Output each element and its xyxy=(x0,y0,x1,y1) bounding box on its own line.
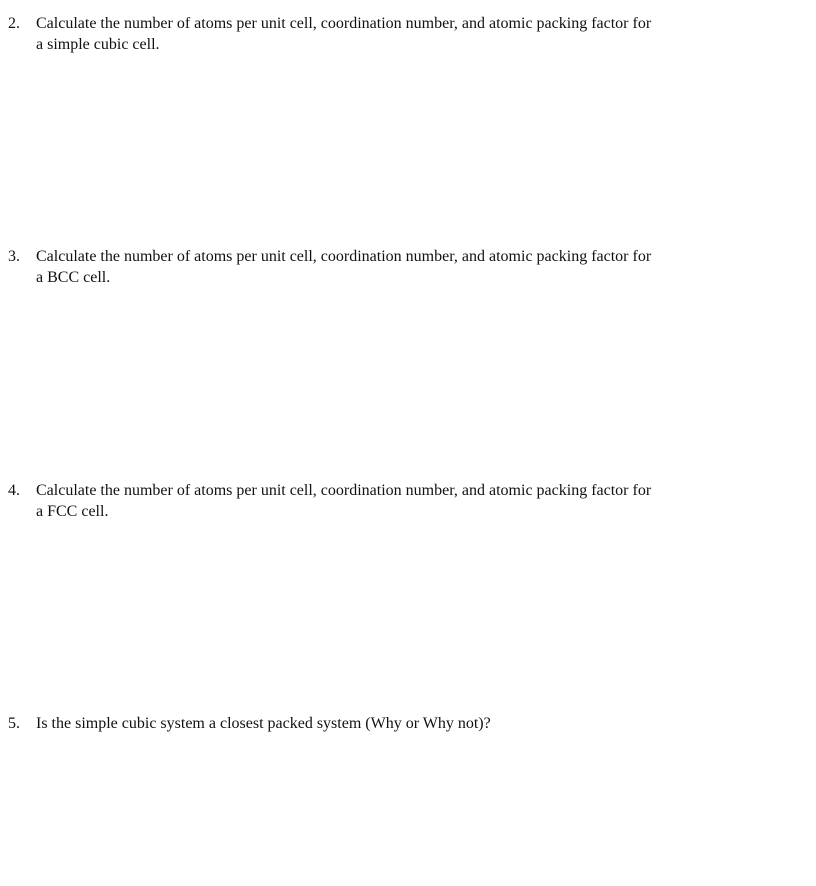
question-text-line-2: a FCC cell. xyxy=(36,503,109,520)
question-text-line-2: a BCC cell. xyxy=(36,269,111,286)
question-number: 4. xyxy=(8,482,20,499)
question-text-line-1: Calculate the number of atoms per unit cell, coordination number, and atomic packing factor for xyxy=(36,15,652,32)
question-number: 5. xyxy=(8,715,20,732)
question-number: 3. xyxy=(8,248,20,265)
question-text-line-1: Calculate the number of atoms per unit cell, coordination number, and atomic packing factor for xyxy=(36,482,652,499)
question-text-line-2: a simple cubic cell. xyxy=(36,36,160,53)
question-text-line-1: Is the simple cubic system a closest packed system (Why or Why not)? xyxy=(36,715,491,732)
question-number: 2. xyxy=(8,15,20,32)
question-text-line-1: Calculate the number of atoms per unit cell, coordination number, and atomic packing factor for xyxy=(36,248,652,265)
